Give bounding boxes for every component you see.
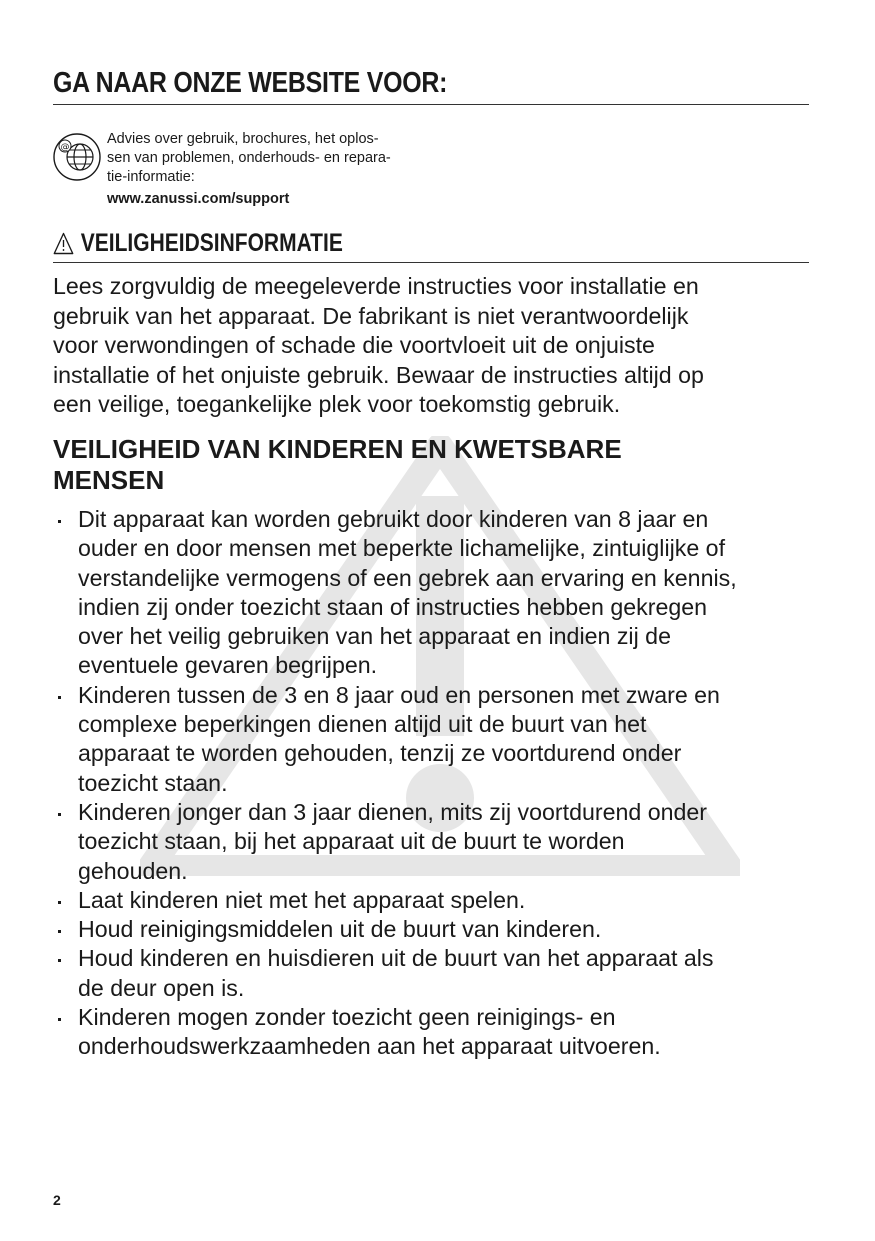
children-safety-heading (53, 434, 813, 496)
list-item-line: toezicht staan. (78, 769, 228, 796)
list-item (53, 886, 823, 915)
list-item (53, 681, 823, 798)
list-item-line: ouder en door mensen met beperkte lichamelijke, zintuiglijke of (78, 535, 726, 562)
list-item (53, 915, 823, 944)
list-item-line: Kinderen jonger dan 3 jaar dienen, mits zij voortdurend onder (78, 798, 708, 825)
list-item-line: verstandelijke vermogens of een gebrek aan ervaring en kennis, (78, 564, 737, 591)
svg-text:@: @ (60, 142, 70, 153)
safety-intro-paragraph (53, 272, 813, 420)
list-item (53, 798, 823, 886)
list-item-line: apparaat te worden gehouden, tenzij ze voortdurend onder (78, 740, 682, 767)
list-item-line: over het veilig gebruiken van het apparaat en indien zij de (78, 623, 671, 650)
list-item-line: de deur open is. (78, 974, 245, 1001)
safety-heading-text: VEILIGHEIDSINFORMATIE (80, 229, 343, 257)
support-description-line: sen van problemen, onderhouds- en repara- (107, 150, 391, 166)
list-item-line: Kinderen mogen zonder toezicht geen reinigings- en (78, 1004, 616, 1031)
children-heading-line: VEILIGHEID VAN KINDEREN EN KWETSBARE (53, 434, 622, 464)
list-item-line: gehouden. (78, 857, 188, 884)
list-item-line: eventuele gevaren begrijpen. (78, 652, 378, 679)
globe-at-icon (52, 132, 102, 182)
children-heading-line: MENSEN (53, 465, 165, 495)
list-item (53, 505, 823, 681)
heading-divider (53, 104, 809, 105)
support-url-link[interactable]: www.zanussi.com/support (107, 191, 290, 207)
list-item-line: Houd kinderen en huisdieren uit de buurt van het apparaat als (78, 945, 714, 972)
support-description-line: Advies over gebruik, brochures, het oplos- (107, 131, 379, 147)
intro-line: Lees zorgvuldig de meegeleverde instructies voor installatie en (53, 273, 699, 299)
intro-line: installatie of het onjuiste gebruik. Bewaar de instructies altijd op (53, 361, 704, 388)
list-item-line: Houd reinigingsmiddelen uit de buurt van kinderen. (78, 916, 602, 943)
list-item (53, 1003, 823, 1062)
list-item-line: toezicht staan, bij het apparaat uit de buurt te worden (78, 828, 625, 855)
list-item-line: Kinderen tussen de 3 en 8 jaar oud en personen met zware en (78, 681, 720, 708)
safety-divider (53, 262, 809, 263)
website-heading: GA NAAR ONZE WEBSITE VOOR: (53, 67, 448, 99)
intro-line: een veilige, toegankelijke plek voor toekomstig gebruik. (53, 391, 621, 418)
list-item-line: Dit apparaat kan worden gebruikt door kinderen van 8 jaar en (78, 506, 709, 532)
list-item (53, 944, 823, 1003)
intro-line: voor verwondingen of schade die voortvloeit uit de onjuiste (53, 332, 655, 359)
page-number: 2 (53, 1192, 61, 1208)
list-item-line: complexe beperkingen dienen altijd uit de buurt van het (78, 711, 647, 738)
list-item-line: onderhoudswerkzaamheden aan het apparaat uitvoeren. (78, 1033, 661, 1060)
safety-heading (53, 228, 343, 258)
support-info (107, 130, 437, 209)
warning-triangle-icon (53, 232, 74, 255)
intro-line: gebruik van het apparaat. De fabrikant is niet verantwoordelijk (53, 302, 689, 329)
list-item-line: indien zij onder toezicht staan of instructies hebben gekregen (78, 593, 708, 620)
children-safety-list (53, 505, 823, 1062)
support-description-line: tie-informatie: (107, 169, 195, 185)
list-item-line: Laat kinderen niet met het apparaat spelen. (78, 886, 526, 913)
